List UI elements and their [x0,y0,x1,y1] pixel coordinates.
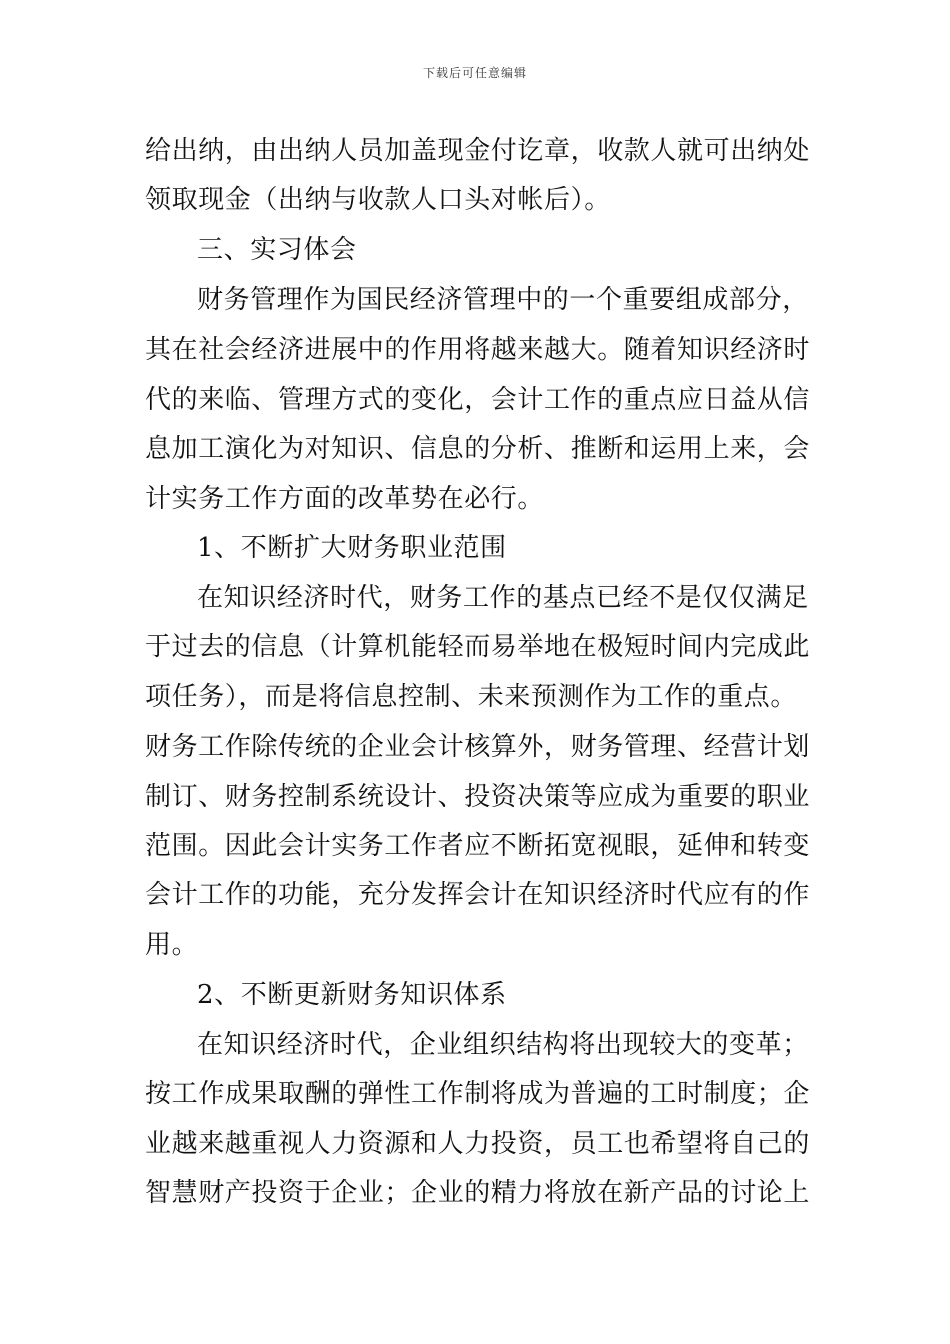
text-line: 计实务工作方面的改革势在必行。 [145,484,545,514]
text-line: 制订、财务控制系统设计、投资决策等应成为重要的职业 [145,782,810,812]
text-line: 领取现金（出纳与收款人口头对帐后）。 [145,185,611,215]
paragraph-first-line: 在知识经济时代，财务工作的基点已经不是仅仅满足 [197,583,809,613]
text-line: 其在社会经济进展中的作用将越来越大。随着知识经济时 [145,335,810,365]
subsection-heading: 2、不断更新财务知识体系 [197,980,507,1010]
paragraph-first-line: 财务管理作为国民经济管理中的一个重要组成部分， [197,285,809,315]
text-line: 息加工演化为对知识、信息的分析、推断和运用上来，会 [145,434,810,464]
text-line: 财务工作除传统的企业会计核算外，财务管理、经营计划 [145,732,810,762]
header-note: 下载后可任意编辑 [422,66,527,80]
text-line: 给出纳，由出纳人员加盖现金付讫章，收款人就可出纳处 [145,136,810,166]
text-line: 范围。因此会计实务工作者应不断拓宽视眼，延伸和转变 [145,831,810,861]
text-line: 项任务），而是将信息控制、未来预测作为工作的重点。 [145,682,798,712]
text-line: 业越来越重视人力资源和人力投资，员工也希望将自己的 [145,1129,810,1159]
text-line: 会计工作的功能，充分发挥会计在知识经济时代应有的作 [145,880,810,910]
section-heading: 三、实习体会 [197,235,357,265]
text-line: 按工作成果取酬的弹性工作制将成为普遍的工时制度；企 [145,1079,810,1109]
subsection-heading: 1、不断扩大财务职业范围 [197,533,507,563]
paragraph-first-line: 在知识经济时代，企业组织结构将出现较大的变革； [197,1030,809,1060]
text-line: 于过去的信息（计算机能轻而易举地在极短时间内完成此 [145,632,810,662]
text-line: 智慧财产投资于企业；企业的精力将放在新产品的讨论上 [145,1178,810,1208]
text-line: 代的来临、管理方式的变化，会计工作的重点应日益从信 [145,385,810,415]
text-line: 用。 [145,930,199,960]
